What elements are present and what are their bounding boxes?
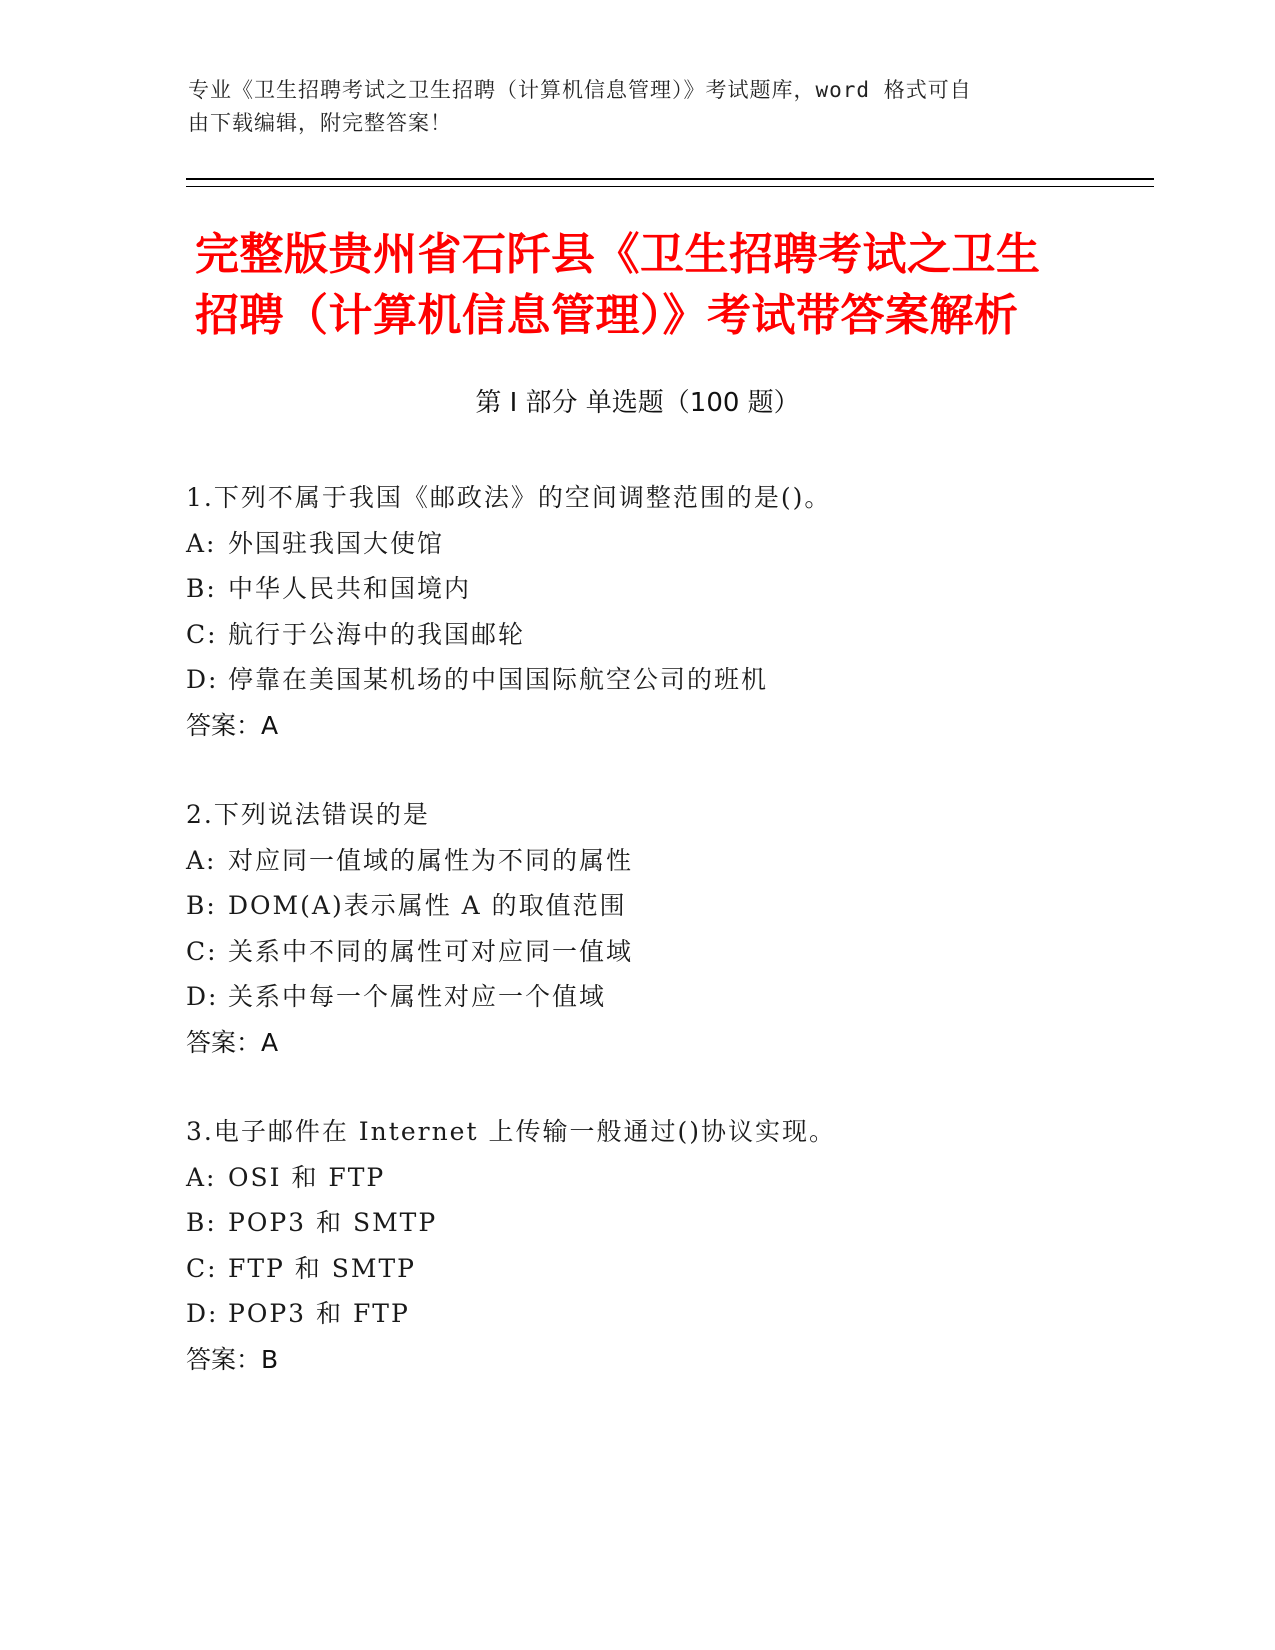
option-b <box>186 566 1146 612</box>
option-a <box>186 1155 1146 1201</box>
header-note-line-2: 由下载编辑，附完整答案！ <box>188 111 452 135</box>
option-letter: D: <box>186 1299 219 1328</box>
question-stem: 2.下列说法错误的是 <box>186 800 430 829</box>
option-text: POP3 和 SMTP <box>228 1208 438 1237</box>
section-heading: 第 I 部分 单选题（100 题） <box>475 388 800 418</box>
document-title-line-1: 完整版贵州省石阡县《卫生招聘考试之卫生 <box>195 229 1041 280</box>
answer: 答案：A <box>186 1027 279 1057</box>
question-3 <box>186 1109 1146 1382</box>
option-text: 中华人民共和国境内 <box>228 574 472 603</box>
option-letter: B: <box>186 891 217 920</box>
option-text: 对应同一值域的属性为不同的属性 <box>228 845 634 875</box>
option-a <box>186 521 1146 567</box>
question-stem: 3.电子邮件在 Internet 上传输一般通过()协议实现。 <box>186 1117 836 1146</box>
option-letter: B: <box>186 1208 217 1237</box>
option-c <box>186 612 1146 658</box>
option-d <box>186 1291 1146 1337</box>
option-text: POP3 和 FTP <box>228 1299 410 1328</box>
option-letter: C: <box>186 619 218 649</box>
answer: 答案：B <box>186 1344 279 1374</box>
answer: 答案：A <box>186 710 279 740</box>
header-rule-thick <box>186 178 1154 180</box>
option-d <box>186 974 1146 1020</box>
option-text: DOM(A)表示属性 A 的取值范围 <box>228 891 627 920</box>
option-text: FTP 和 SMTP <box>228 1253 416 1283</box>
option-letter: A: <box>186 528 217 558</box>
option-c <box>186 929 1146 975</box>
option-text: 航行于公海中的我国邮轮 <box>228 619 526 649</box>
option-b <box>186 1200 1146 1246</box>
option-letter: B: <box>186 574 217 603</box>
option-letter: A: <box>186 845 217 875</box>
option-a <box>186 838 1146 884</box>
option-text: 关系中不同的属性可对应同一值域 <box>228 936 634 966</box>
option-b <box>186 883 1146 929</box>
document-title-line-2: 招聘（计算机信息管理）》考试带答案解析 <box>195 290 1019 341</box>
option-letter: C: <box>186 936 218 966</box>
option-letter: A: <box>186 1162 217 1192</box>
option-text: 外国驻我国大使馆 <box>228 528 445 558</box>
question-2 <box>186 792 1146 1065</box>
document-title <box>195 224 1095 346</box>
option-text: 关系中每一个属性对应一个值域 <box>228 982 607 1011</box>
question-stem: 1.下列不属于我国《邮政法》的空间调整范围的是()。 <box>186 483 832 512</box>
option-c <box>186 1246 1146 1292</box>
option-letter: D: <box>186 982 219 1011</box>
option-letter: D: <box>186 665 219 694</box>
header-rule-thin <box>186 186 1154 187</box>
option-d <box>186 657 1146 703</box>
header-note-line-1: 专业《卫生招聘考试之卫生招聘（计算机信息管理）》考试题库，word 格式可自 <box>188 78 972 102</box>
option-letter: C: <box>186 1253 218 1283</box>
option-text: OSI 和 FTP <box>228 1162 386 1192</box>
option-text: 停靠在美国某机场的中国国际航空公司的班机 <box>228 665 769 694</box>
header-note <box>188 74 1068 140</box>
question-1 <box>186 475 1146 748</box>
question-list <box>186 475 1146 1426</box>
